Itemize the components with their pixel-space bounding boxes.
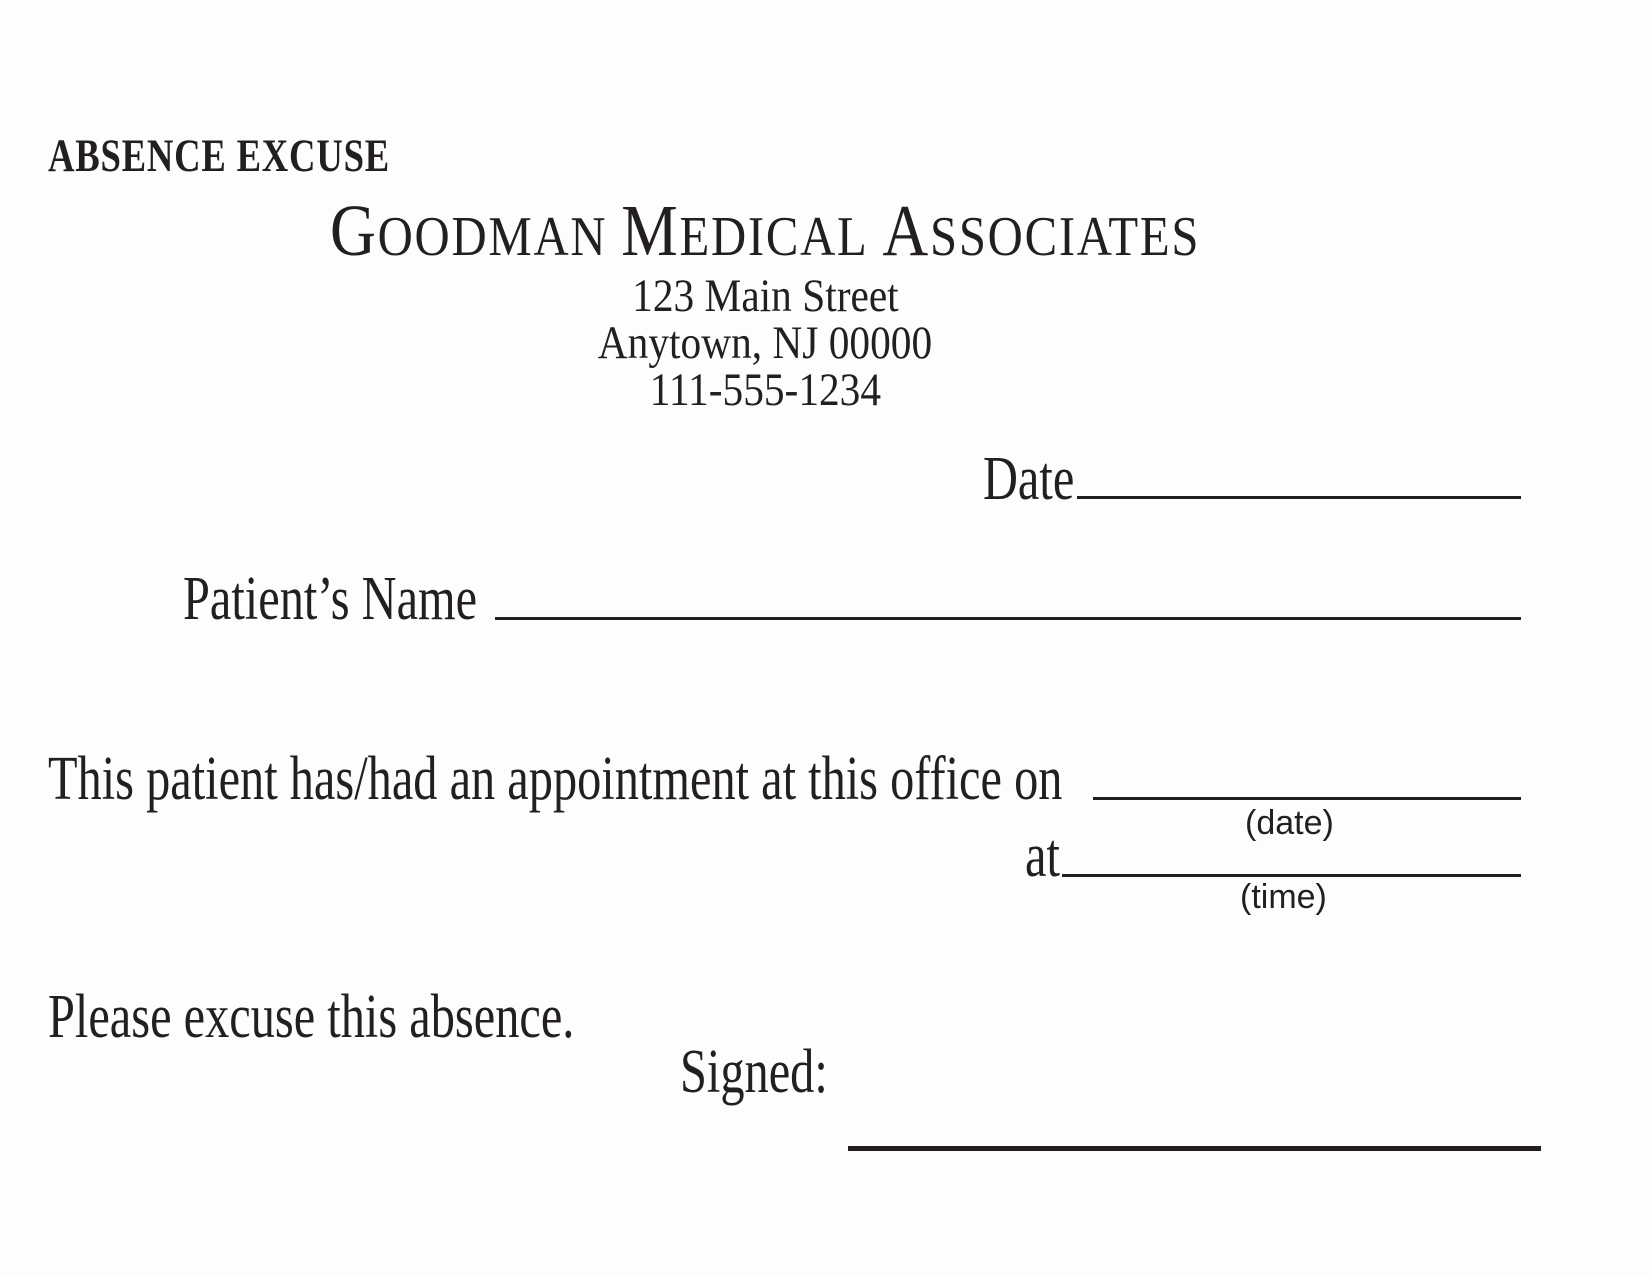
- practice-phone: 111-555-1234: [649, 364, 881, 416]
- practice-address-line2: Anytown, NJ 00000: [597, 317, 933, 369]
- signature-fill-line[interactable]: [848, 1146, 1541, 1151]
- time-prefix-label: at: [1025, 822, 1060, 890]
- date-hint-label: (date): [1245, 804, 1334, 842]
- date-label: Date: [983, 445, 1075, 513]
- patient-name-fill-line[interactable]: [495, 617, 1521, 620]
- signed-label: Signed:: [680, 1038, 828, 1106]
- appointment-time-fill-line[interactable]: [1062, 874, 1521, 877]
- appointment-date-fill-line[interactable]: [1093, 797, 1521, 800]
- practice-address: [0, 270, 1530, 416]
- practice-address-line1: 123 Main Street: [631, 270, 899, 322]
- patient-name-label: Patient’s Name: [183, 565, 478, 633]
- practice-name: GOODMAN MEDICAL ASSOCIATES: [329, 190, 1201, 271]
- date-fill-line[interactable]: [1077, 496, 1521, 499]
- time-hint-label: (time): [1240, 878, 1327, 916]
- appointment-statement: This patient has/had an appointment at this office on: [48, 745, 1063, 813]
- excuse-statement: Please excuse this absence.: [48, 983, 575, 1051]
- practice-header: [0, 190, 1530, 274]
- form-title: ABSENCE EXCUSE: [48, 130, 390, 182]
